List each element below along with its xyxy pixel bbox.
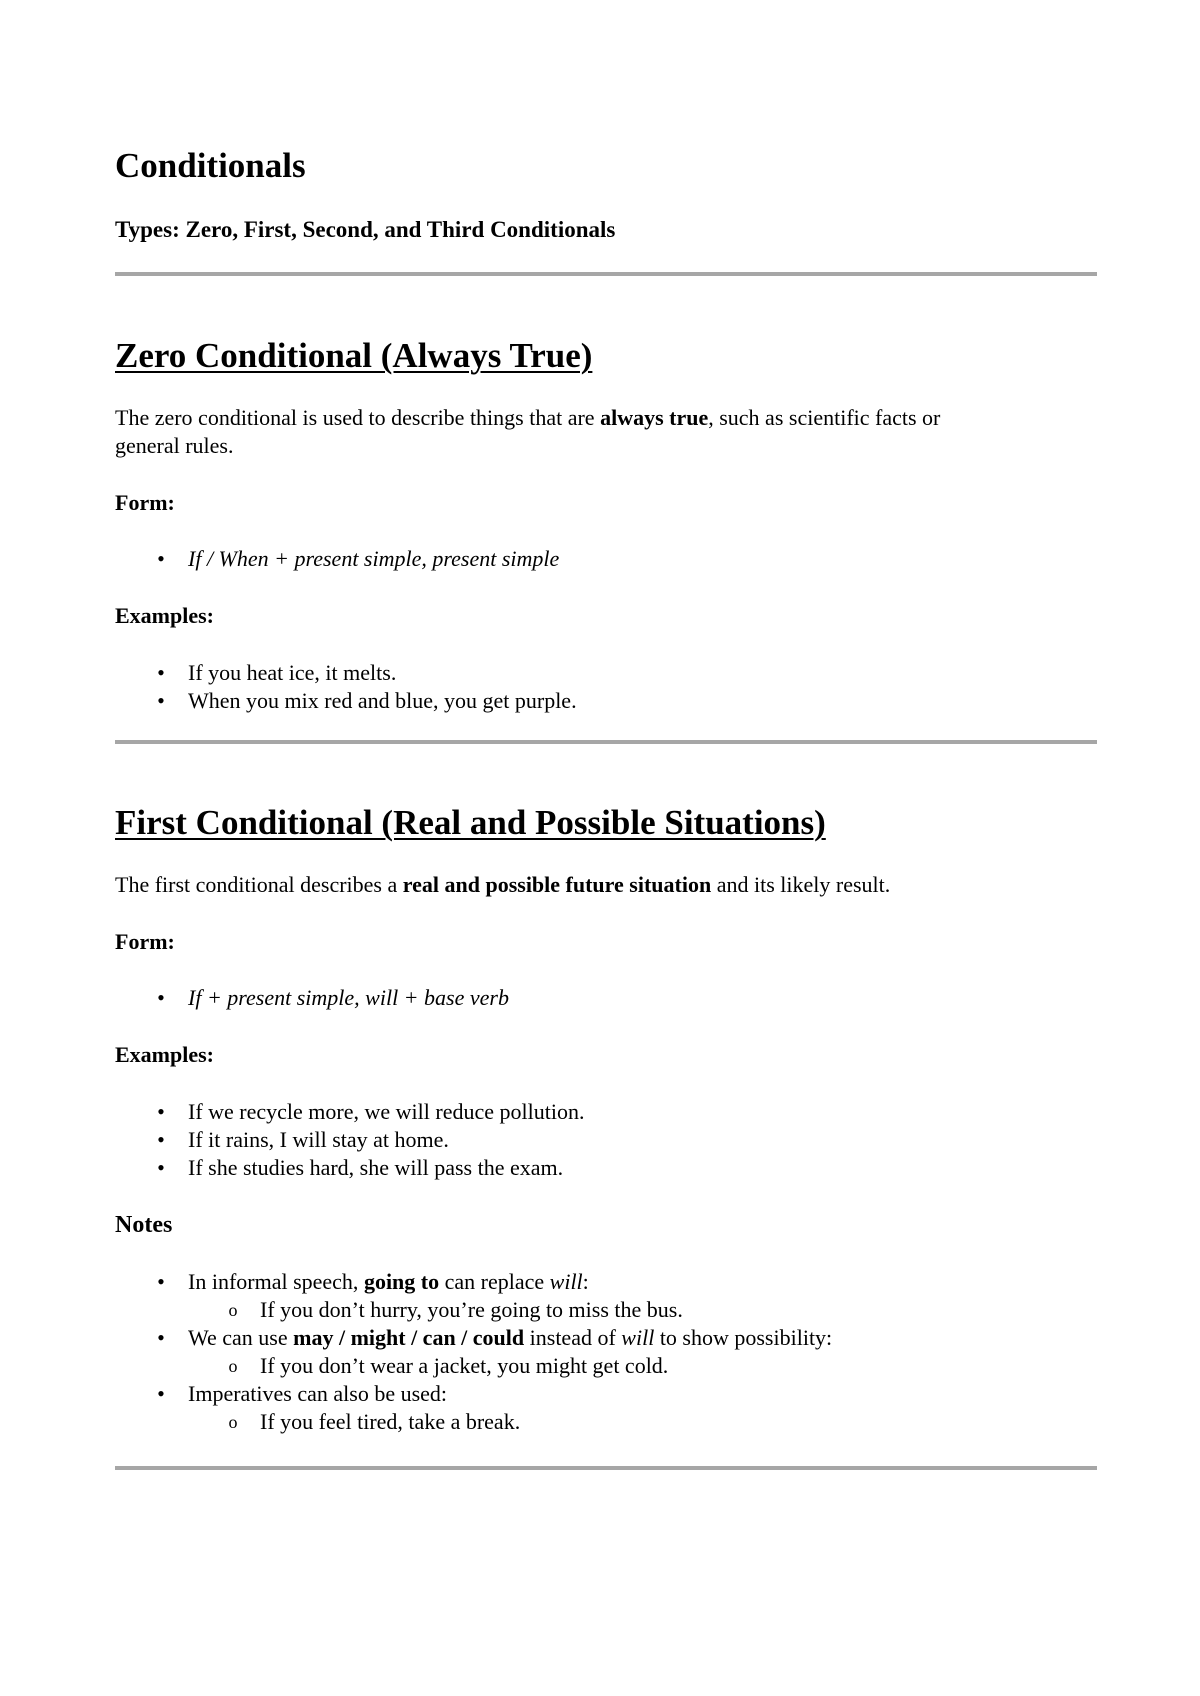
note-text: In informal speech, going to can replace will: (188, 1269, 589, 1294)
bullet-icon: • (157, 1381, 165, 1406)
bullet-icon: • (157, 660, 165, 685)
note-text: Imperatives can also be used: (188, 1381, 448, 1406)
list-item (115, 545, 1075, 573)
bullet-icon: • (157, 688, 165, 713)
first-examples-label: Examples: (115, 1042, 214, 1067)
list-item (115, 984, 1075, 1012)
list-item (115, 1126, 1075, 1154)
notes-list (115, 1268, 1075, 1436)
document-title: Conditionals (115, 146, 306, 185)
bullet-icon: • (157, 985, 165, 1010)
example-text: When you mix red and blue, you get purple. (188, 688, 577, 713)
bullet-icon: • (157, 546, 165, 571)
example-text: If you heat ice, it melts. (188, 660, 397, 685)
list-item (115, 1268, 1075, 1296)
bullet-icon: • (157, 1269, 165, 1294)
sub-bullet-icon: o (228, 1356, 238, 1376)
zero-form-label: Form: (115, 490, 175, 515)
example-text: If we recycle more, we will reduce pollution. (188, 1099, 585, 1124)
example-text: If it rains, I will stay at home. (188, 1127, 449, 1152)
first-examples-list (115, 1098, 1075, 1182)
list-item (115, 1380, 1075, 1408)
bullet-icon: • (157, 1155, 165, 1180)
zero-conditional-heading: Zero Conditional (Always True) (115, 336, 593, 375)
list-item (115, 659, 1075, 687)
notes-label: Notes (115, 1212, 173, 1238)
section-divider (115, 740, 1097, 744)
list-item (115, 1324, 1075, 1352)
note-example-text: If you feel tired, take a break. (260, 1409, 521, 1434)
list-item (115, 1296, 1075, 1324)
first-form-list (115, 984, 1075, 1012)
note-text: We can use may / might / can / could instead of will to show possibility: (188, 1325, 833, 1350)
first-conditional-heading: First Conditional (Real and Possible Situations) (115, 803, 826, 842)
bullet-icon: • (157, 1127, 165, 1152)
section-divider (115, 272, 1097, 276)
zero-form-formula: If / When + present simple, present simple (188, 546, 560, 571)
document-subtitle: Types: Zero, First, Second, and Third Conditionals (115, 217, 616, 242)
first-form-formula: If + present simple, will + base verb (188, 985, 509, 1010)
note-example-text: If you don’t wear a jacket, you might get cold. (260, 1353, 669, 1378)
sub-bullet-icon: o (228, 1412, 238, 1432)
list-item (115, 687, 1075, 715)
zero-conditional-intro: The zero conditional is used to describe things that are always true, such as scientific facts or general rules. (115, 405, 941, 458)
list-item (115, 1352, 1075, 1380)
list-item (115, 1098, 1075, 1126)
first-conditional-intro: The first conditional describes a real and possible future situation and its likely result. (115, 872, 891, 897)
list-item (115, 1408, 1075, 1436)
example-text: If she studies hard, she will pass the exam. (188, 1155, 564, 1180)
bullet-icon: • (157, 1099, 165, 1124)
sub-bullet-icon: o (228, 1300, 238, 1320)
section-divider (115, 1466, 1097, 1470)
list-item (115, 1154, 1075, 1182)
zero-form-list (115, 545, 1075, 573)
note-example-text: If you don’t hurry, you’re going to miss the bus. (260, 1297, 683, 1322)
zero-examples-list (115, 659, 1075, 715)
first-form-label: Form: (115, 929, 175, 954)
bullet-icon: • (157, 1325, 165, 1350)
zero-examples-label: Examples: (115, 603, 214, 628)
